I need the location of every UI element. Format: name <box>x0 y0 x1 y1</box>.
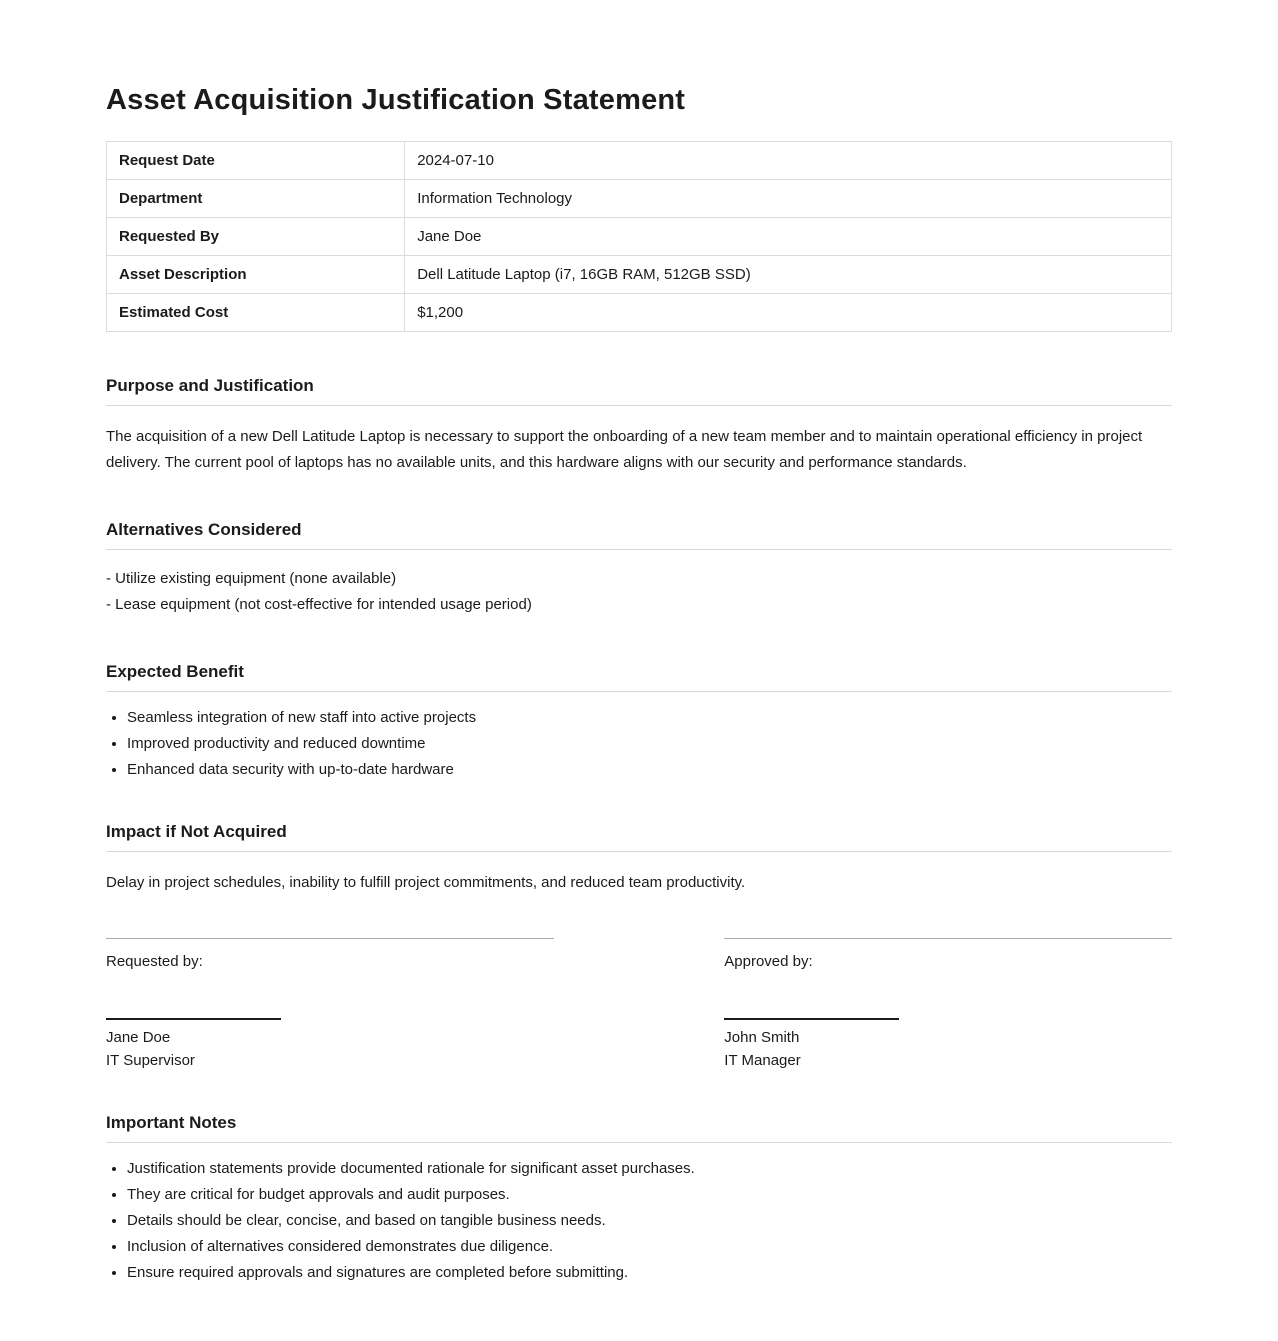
row-value: 2024-07-10 <box>405 142 1172 180</box>
table-row <box>107 180 1172 218</box>
impact-paragraph: Delay in project schedules, inability to fulfill project commitments, and reduced team productivity. <box>106 874 746 891</box>
purpose-paragraph: The acquisition of a new Dell Latitude Laptop is necessary to support the onboarding of a new team member and to maintain operational efficiency in project delivery. The current pool of laptops has no available units, and this hardware aligns with our security and performance standards. <box>106 428 1143 471</box>
signature-requested-by <box>106 938 554 1069</box>
signature-block <box>106 938 1172 1069</box>
signature-name: John Smith <box>724 1029 800 1046</box>
row-value: $1,200 <box>405 294 1172 332</box>
section-impact <box>106 822 1172 896</box>
section-heading-purpose: Purpose and Justification <box>106 376 1172 406</box>
row-label: Estimated Cost <box>107 294 405 332</box>
details-table <box>106 141 1172 332</box>
notes-list <box>106 1161 1172 1281</box>
section-heading-notes: Important Notes <box>106 1113 1172 1143</box>
list-item: • Enhanced data security with up-to-date hardware <box>127 762 1172 778</box>
signature-line <box>106 1018 281 1020</box>
list-item: • Justification statements provide documented rationale for significant asset purchases. <box>127 1161 1172 1177</box>
row-label: Asset Description <box>107 256 405 294</box>
signature-name: Jane Doe <box>106 1029 171 1046</box>
row-value: Information Technology <box>405 180 1172 218</box>
alternatives-list <box>106 566 1172 618</box>
signature-label: Approved by: <box>724 953 813 970</box>
list-item: • They are critical for budget approvals and audit purposes. <box>127 1187 1172 1203</box>
signature-approved-by <box>724 938 1172 1069</box>
list-item: • Seamless integration of new staff into active projects <box>127 710 1172 726</box>
section-notes <box>106 1113 1172 1281</box>
signature-label: Requested by: <box>106 953 203 970</box>
page-title: Asset Acquisition Justification Statement <box>106 84 686 116</box>
list-item: - Lease equipment (not cost-effective for intended usage period) <box>106 596 532 613</box>
section-purpose <box>106 376 1172 476</box>
section-heading-benefits: Expected Benefit <box>106 662 1172 692</box>
list-item: • Improved productivity and reduced downtime <box>127 736 1172 752</box>
row-label: Department <box>107 180 405 218</box>
signature-role: IT Manager <box>724 1052 801 1069</box>
section-benefits <box>106 662 1172 778</box>
benefits-list <box>106 710 1172 778</box>
section-heading-impact: Impact if Not Acquired <box>106 822 1172 852</box>
row-value: Jane Doe <box>405 218 1172 256</box>
signature-line <box>724 1018 899 1020</box>
row-label: Requested By <box>107 218 405 256</box>
table-row <box>107 256 1172 294</box>
row-value: Dell Latitude Laptop (i7, 16GB RAM, 512GB SSD) <box>405 256 1172 294</box>
list-item: - Utilize existing equipment (none available) <box>106 570 397 587</box>
section-heading-alternatives: Alternatives Considered <box>106 520 1172 550</box>
list-item: • Inclusion of alternatives considered demonstrates due diligence. <box>127 1239 1172 1255</box>
table-row <box>107 294 1172 332</box>
list-item: • Ensure required approvals and signatures are completed before submitting. <box>127 1265 1172 1281</box>
list-item: • Details should be clear, concise, and based on tangible business needs. <box>127 1213 1172 1229</box>
section-alternatives <box>106 520 1172 618</box>
table-row <box>107 142 1172 180</box>
signature-role: IT Supervisor <box>106 1052 195 1069</box>
table-row <box>107 218 1172 256</box>
row-label: Request Date <box>107 142 405 180</box>
